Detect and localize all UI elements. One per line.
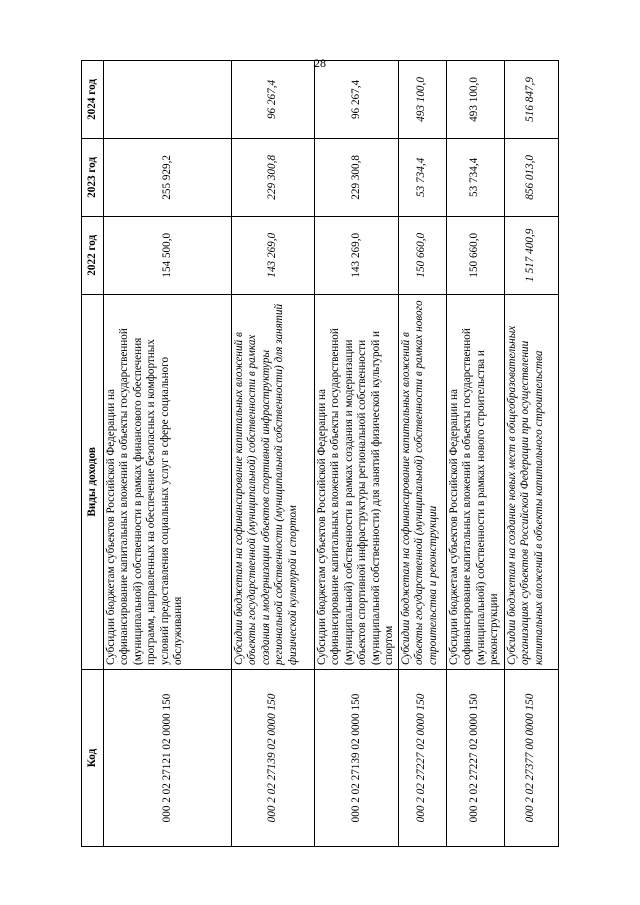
row-value-2024: 493 100,0 — [398, 61, 446, 139]
row-value-2024: 96 267,4 — [315, 61, 399, 139]
rotated-table-container — [81, 60, 555, 847]
row-code: 000 2 02 27121 02 0000 150 — [104, 669, 232, 846]
page-number: 28 — [314, 56, 326, 70]
table-row — [504, 61, 558, 847]
row-value-2023: 229 300,8 — [232, 138, 315, 216]
header-2022: 2022 год — [82, 216, 104, 294]
table-row — [232, 61, 315, 847]
table-row — [446, 61, 504, 847]
row-value-2024: 96 267,4 — [232, 61, 315, 139]
row-value-2022: 150 660,0 — [446, 216, 504, 294]
row-code: 000 2 02 27139 02 0000 150 — [232, 669, 315, 846]
row-value-2023: 229 300,8 — [315, 138, 399, 216]
row-value-2023: 53 734,4 — [398, 138, 446, 216]
row-description: Субсидии бюджетам субъектов Российской Федерации на софинансирование капитальных вложений в объекты государственной (муниципальной) собственности в рамках создания и модернизации объектов спортивной инфраструктуры региональной собственности (муниципальной собственности) для занятий физической культурой и спортом — [315, 294, 399, 669]
row-value-2024 — [104, 61, 232, 139]
row-value-2023: 856 013,0 — [504, 138, 558, 216]
row-value-2024: 493 100,0 — [446, 61, 504, 139]
row-description: Субсидии бюджетам на софинансирование капитальных вложений в объекты государственной (муниципальной) собственности в рамках создания и модернизации объектов спортивной инфраструктуры региональной собственности (муниципальной собственности) для занятий физической культурой и спортом — [232, 294, 315, 669]
row-code: 000 2 02 27227 02 0000 150 — [446, 669, 504, 846]
row-code: 000 2 02 27227 02 0000 150 — [398, 669, 446, 846]
row-value-2022: 143 269,0 — [315, 216, 399, 294]
rotated-table-wrapper — [81, 60, 555, 847]
row-value-2022: 1 517 400,9 — [504, 216, 558, 294]
header-income-types: Виды доходов — [82, 294, 104, 669]
row-value-2023: 53 734,4 — [446, 138, 504, 216]
row-code: 000 2 02 27139 02 0000 150 — [315, 669, 399, 846]
row-description: Субсидии бюджетам субъектов Российской Федерации на софинансирование капитальных вложений в объекты государственной (муниципальной) собственности в рамках нового строительства и реконструкции — [446, 294, 504, 669]
row-value-2022: 143 269,0 — [232, 216, 315, 294]
row-code: 000 2 02 27377 00 0000 150 — [504, 669, 558, 846]
row-description: Субсидии бюджетам на создание новых мест в общеобразовательных организациях субъектов Российской Федерации при осуществлении капитальных вложений в объекты капитального строительства — [504, 294, 558, 669]
row-description: Субсидии бюджетам на софинансирование капитальных вложений в объекты государственной (муниципальной) собственности в рамках нового строительства и реконструкции — [398, 294, 446, 669]
row-description: Субсидии бюджетам субъектов Российской Федерации на софинансирование капитальных вложений в объекты государственной (муниципальной) собственности в рамках финансового обеспечения программ, направленных на обеспечение безопасных и комфортных условий предоставления социальных услуг в сфере социального обслуживания — [104, 294, 232, 669]
row-value-2023: 255 929,2 — [104, 138, 232, 216]
header-2023: 2023 год — [82, 138, 104, 216]
table-header-row — [82, 61, 104, 847]
table-row — [315, 61, 399, 847]
table-row — [398, 61, 446, 847]
row-value-2022: 150 660,0 — [398, 216, 446, 294]
row-value-2022: 154 500,0 — [104, 216, 232, 294]
row-value-2024: 516 847,9 — [504, 61, 558, 139]
header-2024: 2024 год — [82, 61, 104, 139]
table-row — [104, 61, 232, 847]
header-code: Код — [82, 669, 104, 846]
income-table — [81, 60, 559, 847]
